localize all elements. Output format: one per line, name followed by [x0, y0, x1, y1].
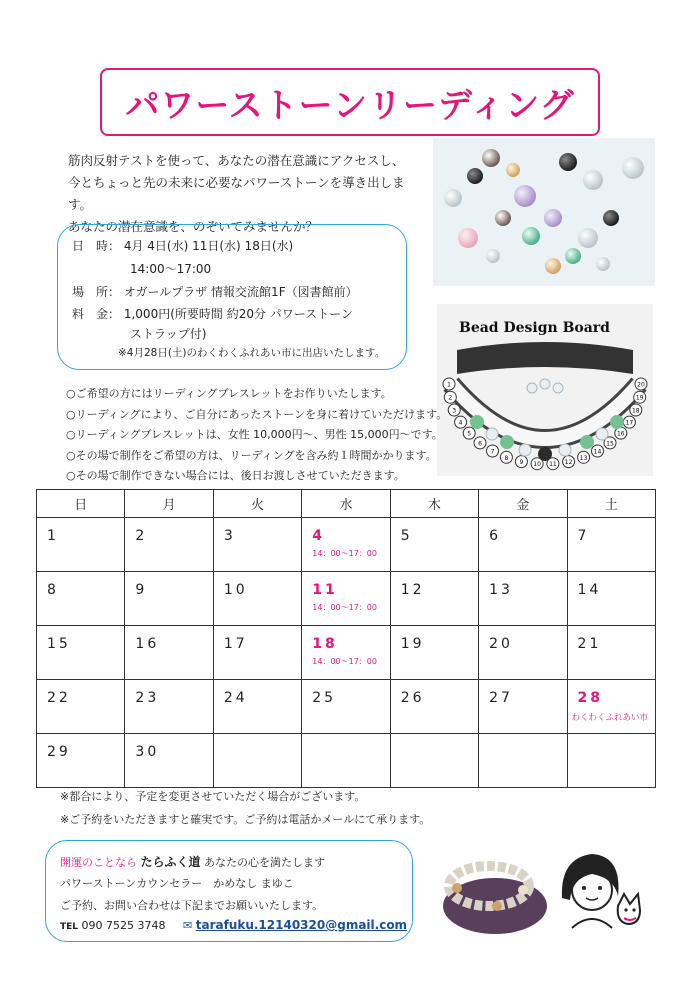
session-time: 14：00〜17：00 [312, 603, 377, 612]
day-number: 30 [135, 744, 160, 760]
weekday-label: 木 [390, 490, 478, 518]
calendar-day-cell [37, 518, 125, 572]
bead-board-photo [437, 304, 653, 476]
day-number: 9 [135, 582, 148, 598]
board-number: 11 [549, 461, 557, 469]
email-link[interactable]: tarafuku.12140320@gmail.com [195, 918, 408, 932]
day-number: 15 [47, 636, 71, 652]
bullet-item: ○リーディングにより、ご自分にあったストーンを身に着けていただけます。 [66, 407, 448, 421]
day-number: 19 [400, 636, 425, 652]
board-number: 13 [579, 454, 588, 462]
board-number: 12 [564, 459, 573, 467]
fee-row [72, 305, 353, 322]
board-number: 3 [452, 407, 457, 415]
calendar-week [37, 626, 656, 680]
calendar-day-cell [125, 572, 213, 626]
page-title: パワーストーンリーディング [125, 85, 575, 126]
bullet-item: ○ご希望の方にはリーディングブレスレットをお作りいたします。 [66, 387, 392, 400]
calendar-week [37, 734, 656, 788]
bullet-item: ○リーディングブレスレットは、女性 10,000円〜、男性 15,000円〜です。 [66, 428, 443, 441]
board-number: 5 [467, 430, 472, 438]
calendar-day-cell [479, 680, 567, 734]
calendar-day-cell [302, 734, 390, 788]
contact-box [45, 840, 413, 942]
calendar-day-cell [125, 626, 213, 680]
board-number: 17 [625, 419, 634, 427]
contact-line [60, 918, 407, 932]
calendar-day-cell [213, 680, 301, 734]
day-number: 3 [223, 528, 236, 544]
board-number: 9 [519, 459, 524, 467]
mail-icon: ✉ [183, 919, 193, 932]
footnote: ※ご予約をいただきますと確実です。ご予約は電話かメールにて承ります。 [60, 813, 431, 826]
bullet-item: ○その場で制作できない場合には、後日お渡しさせていただきます。 [66, 469, 405, 482]
day-number: 12 [400, 582, 425, 598]
calendar-day-cell [37, 626, 125, 680]
weekday-header [37, 490, 656, 518]
calendar-day-cell [479, 518, 567, 572]
calendar-day-cell [567, 680, 655, 734]
market-note: ※4月28日(土)のわくわくふれあい市に出店いたします。 [118, 347, 386, 359]
shop-slogan: あなたの心を満たします [204, 856, 326, 869]
day-number: 21 [577, 636, 602, 652]
place-value: オガールプラザ 情報交流館1F（図書館前） [123, 285, 358, 299]
calendar-day-cell [567, 626, 655, 680]
date-value: 4月 4日(水) 11日(水) 18日(水) [123, 239, 294, 253]
day-number: 16 [135, 636, 160, 652]
shop-line [60, 853, 325, 870]
weekday-label: 日 [37, 490, 125, 518]
day-number: 13 [489, 582, 513, 598]
intro-line: あなたの潜在意識を、のぞいてみませんか？ [68, 219, 319, 234]
day-number: 20 [489, 636, 513, 652]
bracelet-photo [437, 848, 549, 938]
weekday-label: 火 [213, 490, 301, 518]
calendar-day-cell [567, 518, 655, 572]
footnotes [60, 785, 430, 831]
shop-tagline: 開運のことなら [60, 856, 137, 869]
board-number: 20 [637, 381, 645, 389]
calendar-day-cell [213, 518, 301, 572]
calendar-day-cell [390, 518, 478, 572]
april-calendar [36, 489, 656, 788]
reservation-note: ご予約、お問い合わせは下記までお願いいたします。 [60, 899, 324, 912]
calendar-day-cell [479, 626, 567, 680]
calendar-day-cell [390, 626, 478, 680]
day-number: 5 [400, 528, 413, 544]
board-number: 19 [635, 394, 644, 402]
calendar-day-cell [125, 518, 213, 572]
day-number: 26 [400, 690, 425, 706]
calendar-day-cell [213, 572, 301, 626]
calendar-day-cell [37, 734, 125, 788]
day-number: 6 [489, 528, 502, 544]
footnote: ※都合により、予定を変更させていただく場合がございます。 [60, 790, 366, 803]
calendar-body [37, 518, 656, 788]
phone-icon: TEL [60, 922, 79, 932]
board-label: Bead Design Board [459, 320, 610, 336]
board-number: 1 [447, 381, 451, 389]
day-number: 18 [312, 636, 338, 652]
day-number: 10 [223, 582, 248, 598]
title-box [100, 68, 600, 136]
day-number: 7 [577, 528, 590, 544]
fee-value: 1,000円(所要時間 約20分 パワーストーン [123, 307, 353, 321]
day-number: 27 [489, 690, 513, 706]
date-label: 日 時： [72, 239, 121, 253]
calendar-week [37, 572, 656, 626]
intro-line: 筋肉反射テストを使って、あなたの潜在意識にアクセスし、 [68, 153, 405, 168]
board-number: 6 [478, 440, 482, 448]
fee-value-cont: ストラップ付) [130, 327, 207, 341]
service-bullets [66, 384, 447, 487]
session-time: 14：00〜17：00 [312, 549, 377, 558]
calendar-day-cell [302, 572, 390, 626]
day-number: 14 [577, 582, 602, 598]
board-number: 7 [490, 448, 495, 456]
day-number: 28 [577, 690, 604, 706]
day-number: 24 [223, 690, 248, 706]
board-number: 4 [458, 419, 463, 427]
calendar-week [37, 680, 656, 734]
day-number: 23 [135, 690, 160, 706]
day-number: 1 [47, 528, 59, 544]
place-row [72, 283, 358, 300]
shop-name: たらふく道 [140, 855, 201, 869]
day-number: 17 [223, 636, 248, 652]
event-info-box [57, 224, 407, 370]
calendar-day-cell [390, 572, 478, 626]
place-label: 場 所： [72, 285, 121, 299]
calendar-day-cell [37, 572, 125, 626]
event-label: わくわくふれあい市 [571, 713, 649, 723]
date-row [72, 237, 293, 254]
intro-line: 今とちょっと先の未来に必要なパワーストーンを導き出します。 [68, 175, 405, 212]
cartoon-illustration [552, 838, 652, 938]
day-number: 25 [312, 690, 337, 706]
calendar-day-cell [302, 680, 390, 734]
calendar-day-cell [213, 734, 301, 788]
day-number: 11 [312, 582, 338, 598]
phone-number[interactable]: 090 7525 3748 [81, 919, 166, 932]
fee-label: 料 金： [72, 307, 121, 321]
day-number: 8 [47, 582, 59, 598]
calendar-day-cell [213, 626, 301, 680]
calendar-day-cell [125, 734, 213, 788]
day-number: 2 [135, 528, 148, 544]
calendar-day-cell [125, 680, 213, 734]
board-number: 15 [606, 440, 614, 448]
calendar-day-cell [37, 680, 125, 734]
calendar-week [37, 518, 656, 572]
day-number: 29 [47, 744, 71, 760]
board-number: 2 [448, 394, 453, 402]
board-number: 8 [504, 454, 509, 462]
calendar-day-cell [567, 572, 655, 626]
board-number: 16 [616, 430, 625, 438]
gemstones-photo [433, 138, 655, 286]
calendar-day-cell [479, 734, 567, 788]
board-number: 10 [533, 461, 541, 469]
calendar-day-cell [302, 626, 390, 680]
board-number: 18 [631, 407, 640, 415]
weekday-label: 金 [479, 490, 567, 518]
day-number: 4 [312, 528, 326, 544]
calendar-day-cell [390, 734, 478, 788]
board-number: 14 [593, 448, 602, 456]
weekday-label: 水 [302, 490, 390, 518]
time-value: 14:00〜17:00 [130, 262, 212, 276]
bullet-item: ○その場で制作をご希望の方は、リーディングを含み約１時間かかります。 [66, 448, 437, 462]
calendar-day-cell [302, 518, 390, 572]
day-number: 22 [47, 690, 71, 706]
calendar-day-cell [479, 572, 567, 626]
calendar-day-cell [390, 680, 478, 734]
session-time: 14：00〜17：00 [312, 657, 377, 666]
weekday-label: 月 [125, 490, 213, 518]
weekday-label: 土 [567, 490, 655, 518]
counselor-name: パワーストーンカウンセラー かめなし まゆこ [60, 877, 294, 890]
calendar-day-cell [567, 734, 655, 788]
